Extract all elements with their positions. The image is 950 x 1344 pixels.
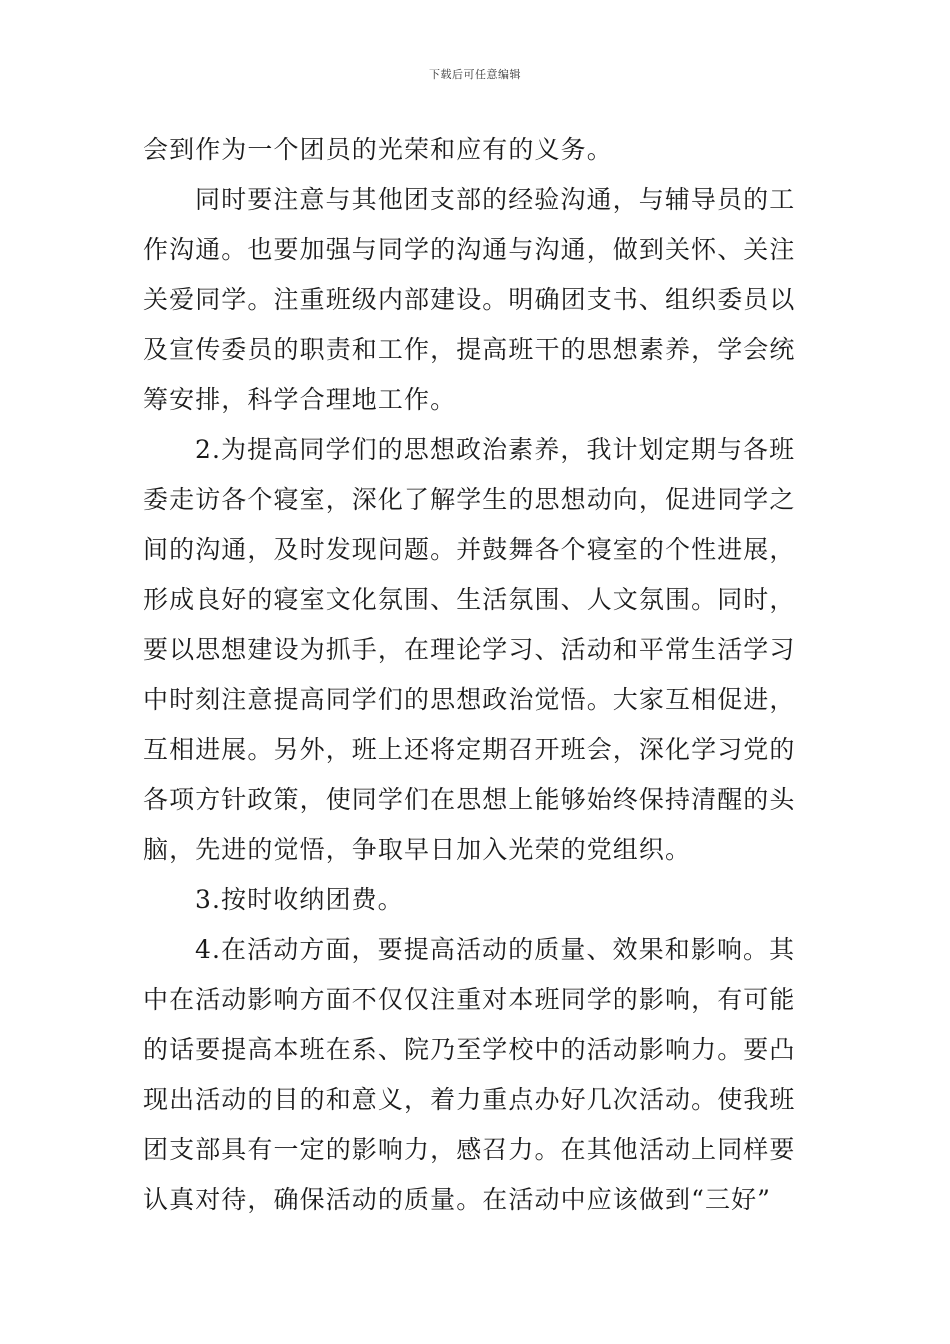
body-line: 会到作为一个团员的光荣和应有的义务。 [143, 135, 613, 164]
body-line: 中时刻注意提高同学们的思想政治觉悟。大家互相促进， [143, 685, 796, 714]
body-line: 现出活动的目的和意义，着力重点办好几次活动。使我班 [143, 1085, 796, 1114]
body-line: 各项方针政策，使同学们在思想上能够始终保持清醒的头 [143, 785, 796, 814]
body-line: 同时要注意与其他团支部的经验沟通，与辅导员的工 [195, 185, 796, 214]
body-line: 关爱同学。注重班级内部建设。明确团支书、组织委员以 [143, 285, 796, 314]
body-line: 4.在活动方面，要提高活动的质量、效果和影响。其 [195, 935, 796, 964]
body-line: 互相进展。另外，班上还将定期召开班会，深化学习党的 [143, 735, 796, 764]
body-line: 作沟通。也要加强与同学的沟通与沟通，做到关怀、关注 [143, 235, 796, 264]
body-line: 形成良好的寝室文化氛围、生活氛围、人文氛围。同时， [143, 585, 796, 614]
body-line: 委走访各个寝室，深化了解学生的思想动向，促进同学之 [143, 485, 796, 514]
body-line: 团支部具有一定的影响力，感召力。在其他活动上同样要 [143, 1135, 796, 1164]
body-line: 中在活动影响方面不仅仅注重对本班同学的影响，有可能 [143, 985, 796, 1014]
body-line: 间的沟通，及时发现问题。并鼓舞各个寝室的个性进展， [143, 535, 796, 564]
body-line: 3.按时收纳团费。 [195, 885, 404, 914]
body-line: 脑，先进的觉悟，争取早日加入光荣的党组织。 [143, 835, 692, 864]
body-line: 的话要提高本班在系、院乃至学校中的活动影响力。要凸 [143, 1035, 796, 1064]
body-line: 2.为提高同学们的思想政治素养，我计划定期与各班 [195, 435, 796, 464]
body-line: 及宣传委员的职责和工作，提高班干的思想素养，学会统 [143, 335, 796, 364]
page-header-note: 下载后可任意编辑 [429, 68, 521, 81]
body-line: 要以思想建设为抓手，在理论学习、活动和平常生活学习 [143, 635, 796, 664]
body-line: 认真对待，确保活动的质量。在活动中应该做到“三好” [143, 1185, 772, 1214]
body-line: 筹安排，科学合理地工作。 [143, 385, 457, 414]
